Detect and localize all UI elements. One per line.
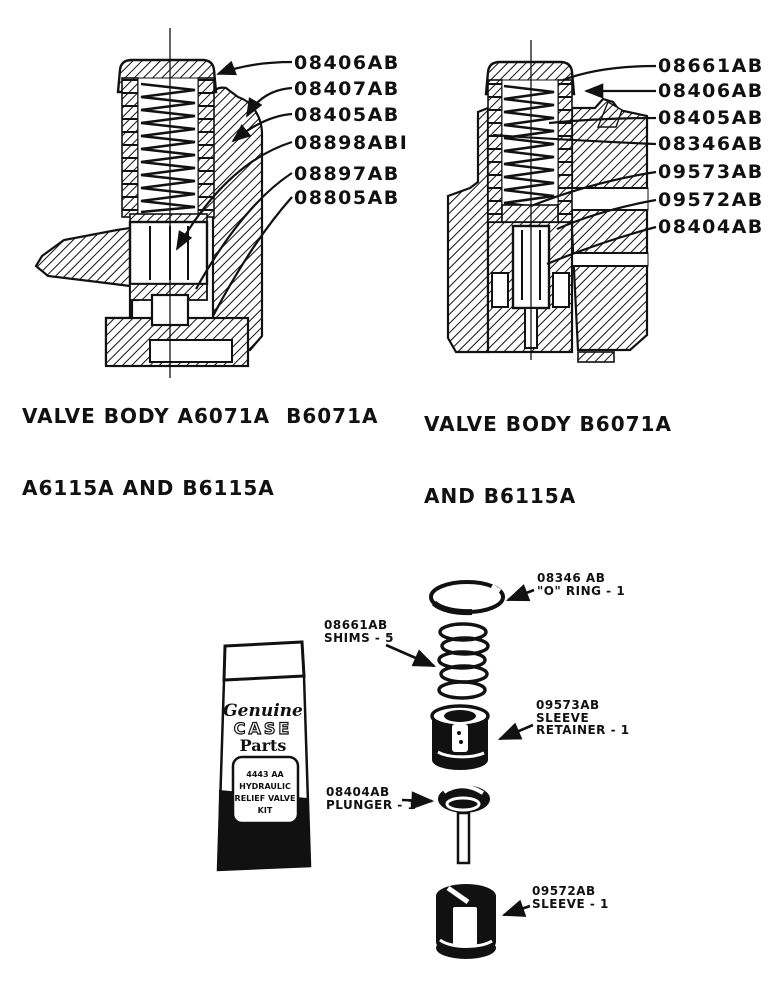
right-housing-mass: [572, 99, 647, 350]
right-port-right: [553, 273, 569, 307]
callout-left-08405AB: 08405AB: [294, 104, 400, 126]
left-diagram-caption: [22, 356, 378, 548]
callout-right-08346AB: 08346AB: [658, 133, 764, 155]
right-caption-line-1: VALVE BODY B6071A: [424, 412, 672, 436]
kit-label-line-1: 4443 AA: [246, 770, 284, 779]
label-sleeve-retainer-number: 09573AB: [536, 698, 600, 712]
label-sleeve-retainer-name-1: SLEEVE: [536, 710, 590, 725]
label-plunger-name: PLUNGER - 1: [326, 797, 417, 812]
left-caption-line-1: VALVE BODY A6071A B6071A: [22, 404, 379, 428]
sleeve-retainer-drawing: [432, 706, 488, 770]
leader-left-08406AB: [218, 62, 292, 74]
plunger-drawing: [438, 785, 490, 863]
kit-label-line-4: KIT: [257, 806, 273, 815]
kit-box-brand-case: CASE: [233, 719, 293, 738]
label-sleeve-number: 09572AB: [532, 884, 596, 898]
right-caption-line-2: AND B6115A: [424, 484, 577, 508]
right-port-left: [492, 273, 508, 307]
arrow-sleeve-retainer: [500, 725, 533, 739]
kit-box-brand-parts: Parts: [239, 736, 287, 755]
kit-box-lid: [224, 642, 304, 680]
kit-box-drawing: [218, 642, 310, 870]
callout-right-08404AB: 08404AB: [658, 216, 764, 238]
label-sleeve-retainer: [536, 699, 630, 737]
label-shims: [324, 619, 394, 644]
left-spool: [130, 222, 207, 284]
callout-left-08406AB: 08406AB: [294, 52, 400, 74]
callout-left-08805AB: 08805AB: [294, 187, 400, 209]
right-diagram-caption: [424, 364, 672, 556]
arrow-shims: [386, 645, 434, 666]
right-valve-body-drawing: [448, 40, 648, 362]
callout-left-08898ABI: 08898ABI: [294, 132, 409, 154]
label-shims-number: 08661AB: [324, 618, 388, 632]
o-ring-drawing: [431, 582, 503, 612]
callout-right-08405AB: 08405AB: [658, 107, 764, 129]
callout-right-08661AB: 08661AB: [658, 55, 764, 77]
label-shims-name: SHIMS - 5: [324, 630, 394, 645]
callout-left-08407AB: 08407AB: [294, 78, 400, 100]
left-valve-body-drawing: [36, 28, 262, 378]
leader-right-08661AB: [563, 66, 656, 80]
kit-label-line-3: RELIEF VALVE: [234, 794, 296, 803]
label-o-ring-number: 08346 AB: [537, 571, 606, 585]
callout-right-09573AB: 09573AB: [658, 161, 764, 183]
label-sleeve-retainer-name-2: RETAINER - 1: [536, 723, 630, 737]
label-o-ring-name: "O" RING - 1: [537, 583, 626, 598]
label-plunger-number: 08404AB: [326, 785, 390, 799]
sleeve-drawing: [436, 884, 496, 959]
shims-drawing: [439, 624, 488, 698]
label-sleeve-name: SLEEVE - 1: [532, 896, 609, 911]
label-sleeve: [532, 885, 609, 910]
right-bottom-step: [578, 352, 614, 362]
kit-box-brand-genuine: Genuine: [223, 701, 303, 721]
left-caption-line-2: A6115A AND B6115A: [22, 476, 275, 500]
arrow-sleeve: [504, 906, 530, 915]
kit-label-line-2: HYDRAULIC: [239, 782, 291, 791]
label-o-ring: [537, 572, 625, 597]
callout-right-09572AB: 09572AB: [658, 189, 764, 211]
callout-left-08897AB: 08897AB: [294, 163, 400, 185]
label-plunger: [326, 786, 416, 811]
arrow-o-ring: [508, 590, 534, 600]
callout-right-08406AB: 08406AB: [658, 80, 764, 102]
right-left-wall: [448, 108, 488, 352]
right-seat-band: [502, 205, 558, 222]
